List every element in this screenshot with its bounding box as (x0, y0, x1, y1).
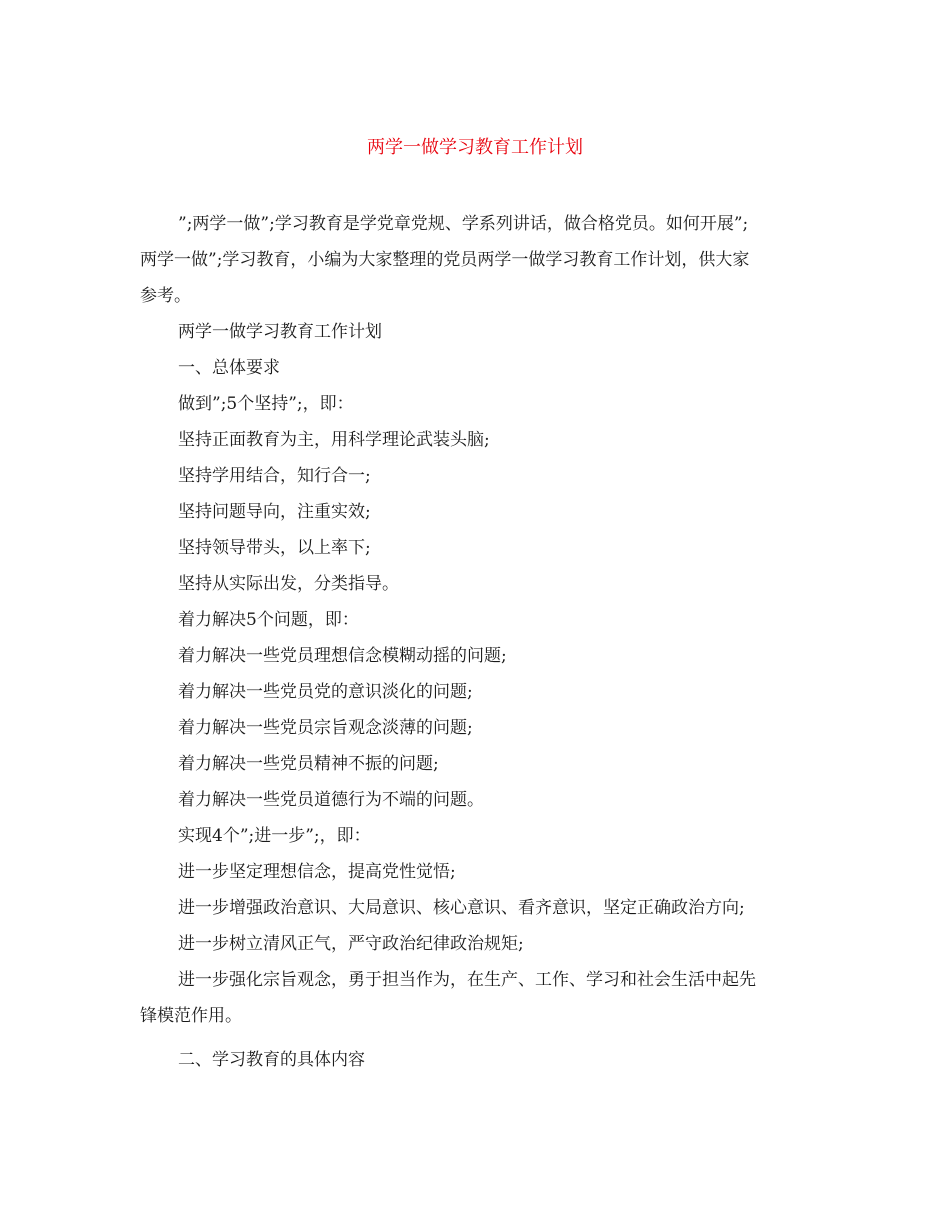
persist-item: 坚持正面教育为主，用科学理论武装头脑; (178, 430, 490, 450)
progress-item: 进一步树立清风正气，严守政治纪律政治规矩; (178, 934, 524, 954)
progress-item: 进一步增强政治意识、大局意识、核心意识、看齐意识，坚定正确政治方向; (178, 898, 745, 918)
five-persist-intro: 做到”;5个坚持”;，即： (178, 394, 354, 414)
plan-heading: 两学一做学习教育工作计划 (178, 322, 382, 342)
problem-item: 着力解决一些党员道德行为不端的问题。 (178, 790, 484, 810)
problem-item: 着力解决一些党员精神不振的问题; (178, 754, 439, 774)
intro-line-3: 参考。 (140, 286, 191, 306)
section-two-heading: 二、学习教育的具体内容 (178, 1050, 365, 1070)
problem-item: 着力解决一些党员理想信念模糊动摇的问题; (178, 646, 507, 666)
five-problems-intro: 着力解决5个问题，即： (178, 610, 359, 630)
intro-line-1: ”;两学一做”;学习教育是学党章党规、学系列讲话，做合格党员。如何开展”; (178, 214, 749, 234)
problem-item: 着力解决一些党员宗旨观念淡薄的问题; (178, 718, 473, 738)
problem-item: 着力解决一些党员党的意识淡化的问题; (178, 682, 473, 702)
intro-line-2: 两学一做”;学习教育，小编为大家整理的党员两学一做学习教育工作计划，供大家 (140, 250, 750, 270)
progress-item-line-1: 进一步强化宗旨观念，勇于担当作为，在生产、工作、学习和社会生活中起先 (178, 970, 756, 990)
persist-item: 坚持领导带头，以上率下; (178, 538, 371, 558)
document-title: 两学一做学习教育工作计划 (367, 137, 583, 158)
section-one-heading: 一、总体要求 (178, 358, 280, 378)
persist-item: 坚持从实际出发，分类指导。 (178, 574, 399, 594)
document-body (140, 206, 812, 1078)
four-progress-intro: 实现4个”;进一步”;，即： (178, 826, 371, 846)
progress-item: 进一步坚定理想信念，提高党性觉悟; (178, 862, 456, 882)
persist-item: 坚持学用结合，知行合一; (178, 466, 371, 486)
progress-item-line-2: 锋模范作用。 (140, 1006, 242, 1026)
persist-item: 坚持问题导向，注重实效; (178, 502, 371, 522)
